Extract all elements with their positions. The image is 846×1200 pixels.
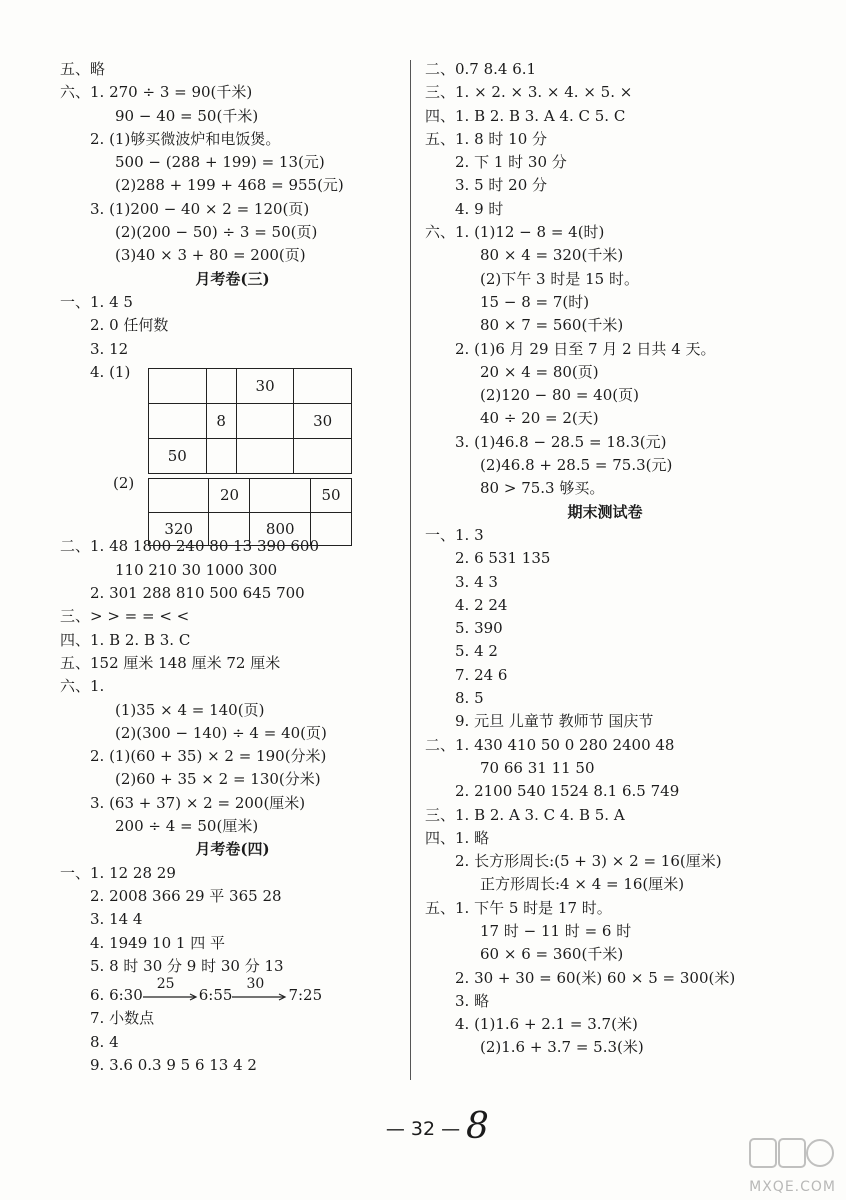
grid-cell [206, 439, 236, 474]
answer-line: (2)(200 − 50) ÷ 3 = 50(页) [115, 223, 318, 242]
right-arrow-icon [143, 993, 199, 1001]
answer-line: 一、1. 3 [425, 525, 484, 544]
grid-cell: 8 [206, 404, 236, 439]
answer-line: 四、1. B 2. B 3. C [60, 630, 191, 649]
answer-line: 4. (1)1.6 + 2.1 = 3.7(米) [455, 1015, 638, 1034]
grid-cell: 20 [209, 479, 250, 513]
answer-line: 40 ÷ 20 = 2(天) [480, 409, 599, 428]
watermark-logo-icon [748, 1135, 836, 1175]
grid-cell [209, 512, 250, 546]
answer-line: (1)35 × 4 = 140(页) [115, 700, 265, 719]
answer-line: 4. 1949 10 1 四 平 [90, 933, 225, 952]
answer-line: 2. (1)(60 + 35) × 2 = 190(分米) [90, 747, 327, 766]
answer-line: 4. 9 时 [455, 199, 504, 218]
answer-line: 3. 略 [455, 991, 490, 1010]
answer-line: 5. 390 [455, 619, 503, 638]
answer-line: 500 − (288 + 199) = 13(元) [115, 153, 325, 172]
answer-line: 3. 12 [90, 339, 129, 358]
answer-line: 2. 2008 366 29 平 365 28 [90, 886, 282, 905]
answer-line: 二、0.7 8.4 6.1 [425, 60, 537, 78]
right-arrow-icon [232, 993, 288, 1001]
answer-line: 15 − 8 = 7(时) [480, 292, 590, 311]
answer-line: 4. (1) [90, 362, 131, 381]
answer-line: 3. (1)200 − 40 × 2 = 120(页) [90, 199, 310, 218]
answer-line: 六、1. 270 ÷ 3 = 90(千米) [60, 83, 253, 102]
answer-line: (2)(300 − 140) ÷ 4 = 40(页) [115, 723, 327, 742]
section-title: 期末测试卷 [567, 502, 643, 521]
grid-cell [236, 404, 294, 439]
grid-cell [236, 439, 294, 474]
answer-line: 2. 6 531 135 [455, 549, 551, 568]
answer-line: 90 − 40 = 50(千米) [115, 106, 259, 125]
watermark-text: MXQE.COM [749, 1179, 836, 1195]
grid-table-1 [148, 368, 352, 474]
answer-line: 六、1. [60, 677, 105, 696]
grid-cell [206, 369, 236, 404]
answer-line: 三、> > = = < < [60, 607, 190, 626]
time-arrow-line: 6. 6:30 25 6:55 30 7:25 [90, 976, 323, 1005]
answer-line: 2. 长方形周长:(5 + 3) × 2 = 16(厘米) [455, 852, 722, 871]
page-number: — 32 — [385, 1118, 461, 1140]
answer-line: 17 时 − 11 时 = 6 时 [480, 921, 632, 940]
grid-cell: 320 [149, 512, 209, 546]
answer-line: 4. 2 24 [455, 595, 508, 614]
answer-line: 200 ÷ 4 = 50(厘米) [115, 817, 259, 836]
answer-line: 二、1. 430 410 50 0 280 2400 48 [425, 735, 675, 754]
answer-line: 80 × 4 = 320(千米) [480, 246, 624, 265]
grid-cell: 30 [236, 369, 294, 404]
answer-line: 2. 2100 540 1524 8.1 6.5 749 [455, 782, 680, 801]
column-divider [410, 60, 411, 1080]
answer-line: 3. 4 3 [455, 572, 498, 591]
answer-line: (2)1.6 + 3.7 = 5.3(米) [480, 1038, 644, 1057]
answer-line: 110 210 30 1000 300 [115, 560, 278, 579]
answer-line: 60 × 6 = 360(千米) [480, 945, 624, 964]
arrow: 30 [232, 989, 288, 1003]
answer-line: 8. 4 [90, 1032, 119, 1051]
answer-line: 四、1. 略 [425, 828, 490, 847]
answer-line: (2)288 + 199 + 468 = 955(元) [115, 176, 344, 195]
grid-cell: 800 [250, 512, 310, 546]
answer-line: 2. (1)够买微波炉和电饭煲。 [90, 129, 281, 148]
answer-line: 5. 4 2 [455, 642, 498, 661]
answer-line: 20 × 4 = 80(页) [480, 362, 599, 381]
answer-line: 五、1. 8 时 10 分 [425, 129, 548, 148]
section-title: 月考卷(三) [195, 269, 270, 288]
grid-cell [149, 479, 209, 513]
answer-line: (3)40 × 3 + 80 = 200(页) [115, 246, 306, 265]
answer-line: 一、1. 4 5 [60, 292, 133, 311]
answer-line: (2)下午 3 时是 15 时。 [480, 269, 639, 288]
answer-line: (2)60 + 35 × 2 = 130(分米) [115, 770, 321, 789]
answer-line: 三、1. B 2. A 3. C 4. B 5. A [425, 805, 625, 824]
answer-line: 五、1. 下午 5 时是 17 时。 [425, 898, 612, 917]
grid-cell [250, 479, 310, 513]
grid-cell: 30 [294, 404, 352, 439]
answer-line: 9. 3.6 0.3 9 5 6 13 4 2 [90, 1055, 257, 1074]
answer-line: 3. 5 时 20 分 [455, 176, 548, 195]
answer-line: 3. 14 4 [90, 910, 143, 929]
answer-line: 7. 24 6 [455, 665, 508, 684]
left-column [60, 58, 405, 1077]
grid-cell [310, 512, 351, 546]
answer-line: 2. 301 288 810 500 645 700 [90, 584, 305, 603]
answer-line: 正方形周长:4 × 4 = 16(厘米) [480, 875, 685, 894]
answer-line: 五、152 厘米 148 厘米 72 厘米 [60, 653, 281, 672]
answer-line: 五、略 [60, 60, 106, 78]
answer-line: (2) [113, 474, 135, 493]
grid-cell [149, 369, 207, 404]
answer-line: 六、1. (1)12 − 8 = 4(时) [425, 223, 605, 242]
arrow: 25 [143, 989, 199, 1003]
answer-line: 四、1. B 2. B 3. A 4. C 5. C [425, 106, 626, 125]
answer-line: 一、1. 12 28 29 [60, 863, 176, 882]
answer-line: 2. 下 1 时 30 分 [455, 153, 567, 172]
answer-line: 2. (1)6 月 29 日至 7 月 2 日共 4 天。 [455, 339, 716, 358]
site-watermark [748, 1135, 836, 1195]
answer-line: 3. (63 + 37) × 2 = 200(厘米) [90, 793, 306, 812]
handwritten-mark: 8 [466, 1106, 489, 1147]
grid-cell [294, 439, 352, 474]
answer-line: (2)120 − 80 = 40(页) [480, 386, 639, 405]
grid-table-2 [148, 478, 352, 546]
section-title: 月考卷(四) [195, 840, 270, 859]
answer-line: 5. 8 时 30 分 9 时 30 分 13 [90, 956, 284, 975]
grid-cell [149, 404, 207, 439]
right-column [425, 58, 785, 1060]
answer-line: 80 > 75.3 够买。 [480, 479, 605, 498]
answer-line: 7. 小数点 [90, 1009, 155, 1028]
answer-line: 三、1. × 2. × 3. × 4. × 5. × [425, 83, 633, 102]
answer-line: 3. (1)46.8 − 28.5 = 18.3(元) [455, 432, 667, 451]
answer-line: 2. 30 + 30 = 60(米) 60 × 5 = 300(米) [455, 968, 736, 987]
grid-cell [294, 369, 352, 404]
grid-cell: 50 [310, 479, 351, 513]
answer-line: 二、1. 48 1800 240 80 13 390 600 [60, 537, 320, 556]
answer-line: 9. 元旦 儿童节 教师节 国庆节 [455, 712, 654, 731]
answer-line: (2)46.8 + 28.5 = 75.3(元) [480, 456, 673, 475]
answer-line: 80 × 7 = 560(千米) [480, 316, 624, 335]
answer-line: 2. 0 任何数 [90, 316, 169, 335]
answer-line: 8. 5 [455, 689, 484, 708]
answer-line: 70 66 31 11 50 [480, 758, 595, 777]
grid-cell: 50 [149, 439, 207, 474]
